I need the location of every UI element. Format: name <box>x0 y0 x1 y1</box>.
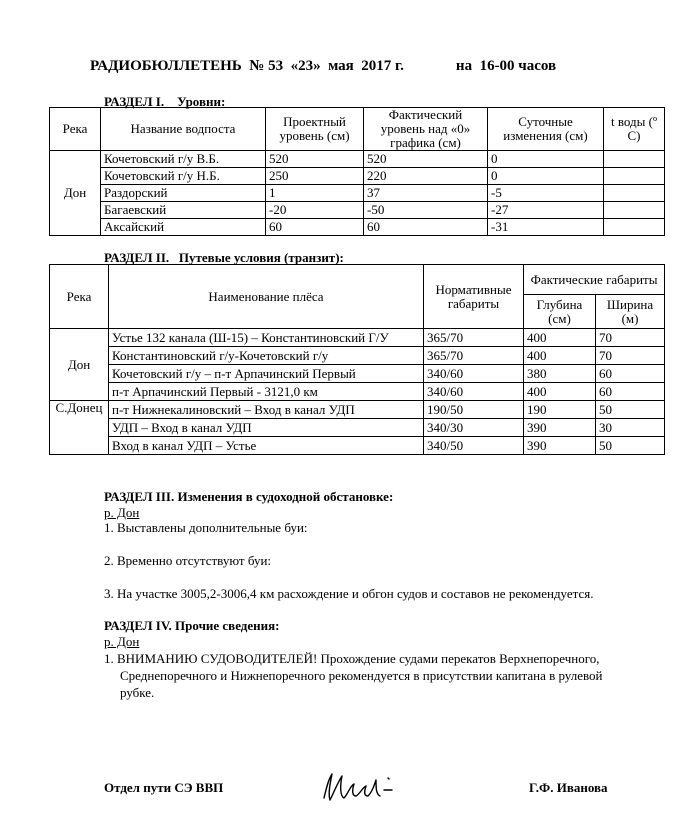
width: 50 <box>596 437 665 455</box>
gauge-name: Раздорский <box>101 185 266 202</box>
actual-level: 60 <box>364 219 488 236</box>
col-actual-level: Фактический уровень над «0» графика (см) <box>364 108 488 151</box>
table-row <box>50 401 665 419</box>
daily-change: 0 <box>488 151 604 168</box>
table-row <box>50 202 665 219</box>
project-level: 250 <box>266 168 364 185</box>
transit-table <box>49 264 665 455</box>
section4-line-1: 1. ВНИМАНИЮ СУДОВОДИТЕЛЕЙ! Прохождение судами перекатов Верхнепоречного, <box>104 651 600 666</box>
col-depth: Глубина (см) <box>524 295 596 329</box>
width: 70 <box>596 347 665 365</box>
bulletin-time: на 16-00 часов <box>455 58 557 74</box>
col-water-temp: t воды (º С) <box>604 108 665 151</box>
norm-dimensions: 340/30 <box>424 419 524 437</box>
stretch-name: Кочетовский г/у – п-т Арпачинский Первый <box>109 365 424 383</box>
col-river: Река <box>50 108 101 151</box>
section2-heading: РАЗДЕЛ II. Путевые условия (транзит): <box>104 250 344 265</box>
section3-item-3: 3. На участке 3005,2-3006,4 км расхождение и обгон судов и составов не рекомендуется. <box>104 586 594 601</box>
table-row <box>50 185 665 202</box>
table-row <box>50 329 665 347</box>
section3-heading: РАЗДЕЛ III. Изменения в судоходной обстановке: <box>104 489 394 504</box>
water-temp <box>604 168 665 185</box>
depth: 400 <box>524 329 596 347</box>
width: 50 <box>596 401 665 419</box>
norm-dimensions: 365/70 <box>424 329 524 347</box>
table-row <box>50 168 665 185</box>
bulletin-number-date: РАДИОБЮЛЛЕТЕНЬ № 53 «23» мая 2017 г. <box>90 58 404 74</box>
section4-heading: РАЗДЕЛ IV. Прочие сведения: <box>104 618 280 633</box>
stretch-name: Устье 132 канала (Ш-15) – Константиновский Г/У <box>109 329 424 347</box>
daily-change: -5 <box>488 185 604 202</box>
table-row <box>50 219 665 236</box>
river-cell: С.Донец <box>50 401 109 455</box>
col-actual-dimensions: Фактические габариты <box>524 265 665 295</box>
water-temp <box>604 219 665 236</box>
norm-dimensions: 340/50 <box>424 437 524 455</box>
footer-department: Отдел пути СЭ ВВП <box>104 780 224 795</box>
water-temp <box>604 185 665 202</box>
width: 30 <box>596 419 665 437</box>
stretch-name: п-т Нижнекалиновский – Вход в канал УДП <box>109 401 424 419</box>
depth: 190 <box>524 401 596 419</box>
actual-level: 37 <box>364 185 488 202</box>
section4-river: р. Дон <box>104 634 140 649</box>
depth: 390 <box>524 437 596 455</box>
river-cell: Дон <box>50 151 101 236</box>
norm-dimensions: 340/60 <box>424 383 524 401</box>
norm-dimensions: 190/50 <box>424 401 524 419</box>
table-row <box>50 151 665 168</box>
depth: 380 <box>524 365 596 383</box>
table-row <box>50 383 665 401</box>
stretch-name: п-т Арпачинский Первый - 3121,0 км <box>109 383 424 401</box>
depth: 390 <box>524 419 596 437</box>
norm-dimensions: 365/70 <box>424 347 524 365</box>
actual-level: 520 <box>364 151 488 168</box>
levels-table <box>49 107 665 236</box>
col-river: Река <box>50 265 109 329</box>
stretch-name: Константиновский г/у-Кочетовский г/у <box>109 347 424 365</box>
col-norm-dimensions: Нормативные габариты <box>424 265 524 329</box>
width: 60 <box>596 365 665 383</box>
table-row <box>50 437 665 455</box>
stretch-name: Вход в канал УДП – Устье <box>109 437 424 455</box>
col-gauge-name: Название водпоста <box>101 108 266 151</box>
section3-river: р. Дон <box>104 505 140 520</box>
width: 70 <box>596 329 665 347</box>
daily-change: -31 <box>488 219 604 236</box>
gauge-name: Багаевский <box>101 202 266 219</box>
col-stretch-name: Наименование плёса <box>109 265 424 329</box>
table-row <box>50 347 665 365</box>
width: 60 <box>596 383 665 401</box>
col-project-level: Проектный уровень (см) <box>266 108 364 151</box>
section4-line-2: Среднепоречного и Нижнепоречного рекомендуется в присутствии капитана в рулевой <box>120 668 603 683</box>
daily-change: -27 <box>488 202 604 219</box>
table-row <box>50 419 665 437</box>
daily-change: 0 <box>488 168 604 185</box>
project-level: 60 <box>266 219 364 236</box>
actual-level: -50 <box>364 202 488 219</box>
river-cell: Дон <box>50 329 109 401</box>
depth: 400 <box>524 383 596 401</box>
norm-dimensions: 340/60 <box>424 365 524 383</box>
footer-signer-name: Г.Ф. Иванова <box>529 780 608 795</box>
project-level: 520 <box>266 151 364 168</box>
gauge-name: Кочетовский г/у В.Б. <box>101 151 266 168</box>
section3-item-2: 2. Временно отсутствуют буи: <box>104 553 272 568</box>
water-temp <box>604 151 665 168</box>
section3-item-1: 1. Выставлены дополнительные буи: <box>104 520 308 535</box>
section1-heading: РАЗДЕЛ I. Уровни: <box>104 94 226 109</box>
section4-line-3: рубке. <box>120 685 155 700</box>
depth: 400 <box>524 347 596 365</box>
col-width: Ширина (м) <box>596 295 665 329</box>
stretch-name: УДП – Вход в канал УДП <box>109 419 424 437</box>
project-level: 1 <box>266 185 364 202</box>
project-level: -20 <box>266 202 364 219</box>
gauge-name: Аксайский <box>101 219 266 236</box>
gauge-name: Кочетовский г/у Н.Б. <box>101 168 266 185</box>
signature <box>318 770 398 804</box>
bulletin-title <box>90 58 556 75</box>
water-temp <box>604 202 665 219</box>
table-row <box>50 365 665 383</box>
actual-level: 220 <box>364 168 488 185</box>
transit-header-row <box>50 265 665 295</box>
col-daily-change: Суточные изменения (см) <box>488 108 604 151</box>
levels-header-row <box>50 108 665 151</box>
